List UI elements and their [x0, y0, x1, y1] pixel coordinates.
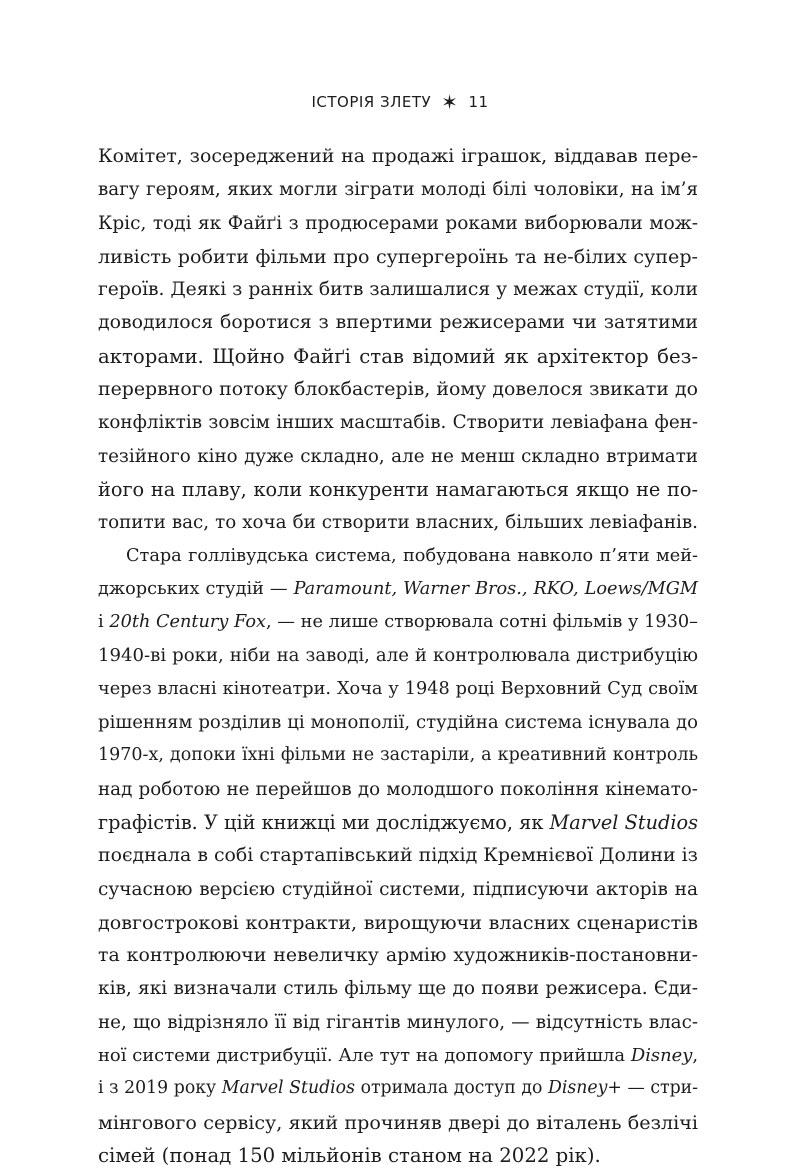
text-run: графістів. У цій книжці ми досліджуємо, як — [98, 810, 550, 834]
paragraph-1-line: Кріс, тоді як Файґі з продюсерами роками виборювали мож- — [98, 212, 698, 234]
paragraph-1-line: доводилося боротися з впертими режисерами чи затятими — [98, 311, 698, 334]
paragraph-2-line — [98, 573, 698, 606]
page-number: 11 — [468, 93, 489, 111]
text-run: — стри- — [621, 1078, 698, 1099]
paragraph-2-line — [98, 1039, 698, 1072]
paragraph-1-line: героїв. Деякі з ранніх битв залишалися у межах студії, коли — [98, 279, 698, 301]
paragraph-2-line: над роботою не перейшов до молодшого покоління кінемато- — [98, 778, 698, 800]
paragraph-2-line: через власні кінотеатри. Хоча у 1948 році Верховний Суд своїм — [98, 678, 698, 699]
studio-name: Marvel Studios — [221, 1078, 355, 1099]
paragraph-2-line: мінгового сервісу, який прочиняв двері до віталень безлічі — [98, 1110, 698, 1134]
paragraph-1-line: перервного потоку блокбастерів, йому довелося звикати до — [98, 378, 698, 401]
paragraph-2-line: не, що відрізняло її від гігантів минулого, — відсутність влас- — [98, 1011, 698, 1033]
paragraph-2-line: 1940-ві роки, ніби на заводі, але й контролювала дистрибуцію — [98, 645, 698, 667]
text-run: джорських студій — — [98, 578, 294, 599]
paragraph-1-line: конфліктів зовсім інших масштабів. Створити левіафана фен- — [98, 412, 698, 434]
text-run: , — не лише створювала сотні фільмів у 1930– — [265, 612, 699, 633]
paragraph-2-line: та контролюючи невеличку армію художників-постановни- — [98, 944, 698, 967]
body-text — [98, 140, 698, 1172]
paragraph-2-line: 1970-х, допоки їхні фільми не застаріли, а креативний контроль — [98, 745, 698, 766]
paragraph-2-line: сучасною версією студійної системи, підписуючи акторів на — [98, 878, 698, 900]
running-head — [0, 90, 800, 114]
paragraph-2-line: довгострокові контракти, вирощуючи власних сценаристів — [98, 910, 698, 934]
paragraph-2-last-line: сімей (понад 150 мільйонів станом на 2022 рік). — [98, 1143, 601, 1167]
studio-name: 20th Century Fox — [109, 612, 266, 633]
paragraph-1-line: тезійного кіно дуже складно, але не менш складно втримати — [98, 445, 698, 467]
paragraph-2-line: Стара голлівудська система, побудована навколо п’яти мей- — [126, 545, 698, 566]
service-name: Disney+ — [547, 1078, 622, 1099]
paragraph-2-line — [98, 606, 698, 639]
text-run: отримала доступ до — [354, 1078, 548, 1099]
company-name: Disney — [630, 1045, 693, 1067]
text-run: і з 2019 року — [98, 1078, 222, 1099]
paragraph-1-line: Комітет, зосереджений на продажі іграшок, віддавав пере- — [98, 145, 698, 167]
text-run: ної системи дистрибуції. Але тут на допомогу прийшла — [98, 1045, 631, 1067]
text-run: і — [98, 612, 110, 633]
paragraph-1-line: ливість робити фільми про супергероїнь та не-білих супер- — [98, 244, 698, 268]
studio-name: Marvel Studios — [549, 810, 698, 834]
text-run: , — [692, 1045, 698, 1067]
paragraph-2-line: поєднала в собі стартапівський підхід Кремнієвої Долини із — [98, 844, 698, 867]
paragraph-1-line: акторами. Щойно Файґі став відомий як архітектор без- — [98, 344, 698, 368]
paragraph-2-line — [98, 1072, 698, 1105]
paragraph-1-line: топити вас, то хоча би створити власних, більших левіафанів. — [98, 512, 698, 534]
paragraph-1-line: його на плаву, коли конкуренти намагаються якщо не по- — [98, 477, 698, 501]
star-icon: ✶ — [441, 90, 459, 114]
paragraph-1-line: вагу героям, яких могли зіграти молоді білі чоловіки, на ім’я — [98, 179, 698, 201]
running-head-title: ІСТОРІЯ ЗЛЕТУ — [311, 93, 432, 111]
paragraph-2-line: ків, які визначали стиль фільму ще до появи режисера. Єди- — [98, 978, 698, 1000]
paragraph-2-line — [98, 806, 698, 839]
studio-names: Paramount, Warner Bros., RKO, Loews/MGM — [293, 578, 698, 599]
paragraph-2-line: рішенням розділив ці монополії, студійна система існувала до — [98, 712, 698, 734]
